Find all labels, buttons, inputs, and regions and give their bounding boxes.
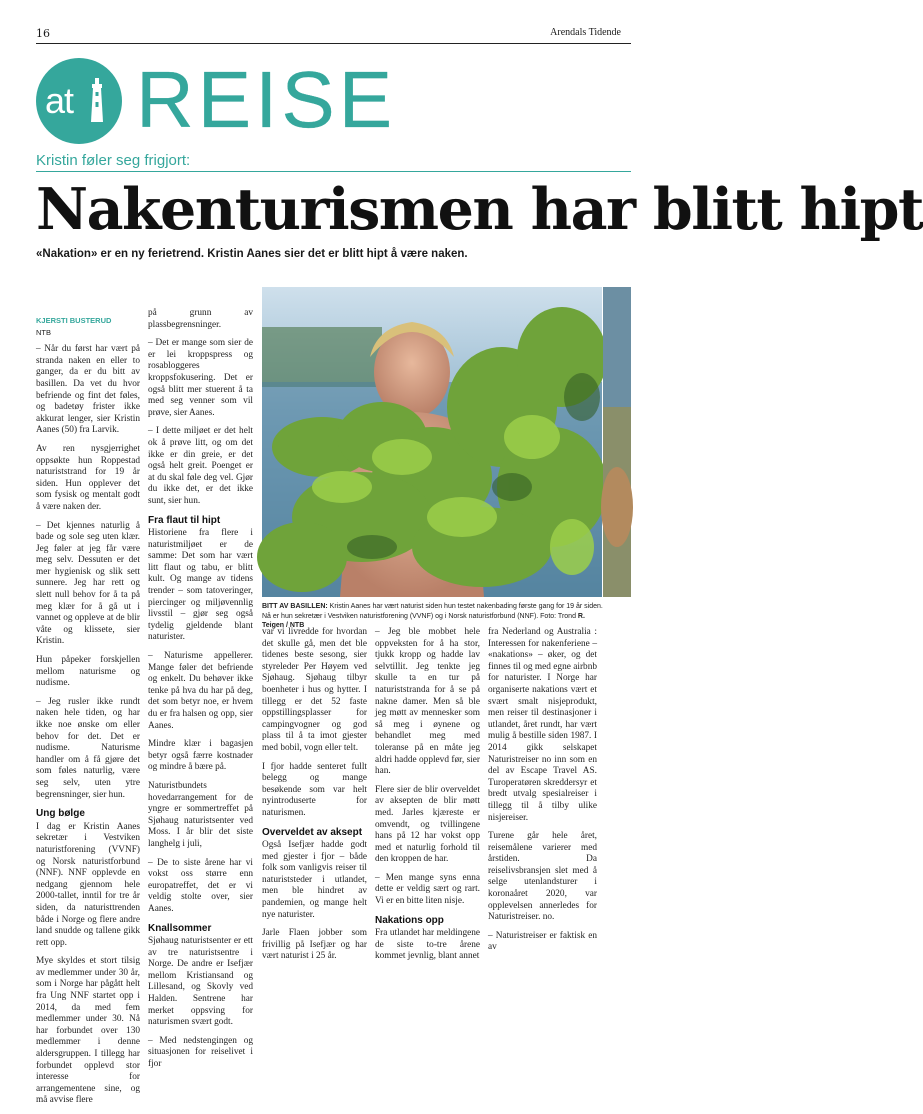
paragraph: Flere sier de blir overveldet av aksepten de blir møtt med. Jarles kjæreste er omvendt, og tvillingene hans på 12 har vokst opp med et naturlig forhold til den kroppen de har.	[375, 784, 480, 865]
subheading: Fra flaut til hipt	[148, 514, 221, 526]
article-column-1	[36, 315, 140, 1114]
paragraph: – Naturistreiser er faktisk en av	[488, 930, 597, 953]
newspaper-logo	[36, 58, 122, 144]
subheading: Knallsommer	[148, 922, 212, 934]
article-column-4	[375, 627, 480, 970]
paragraph: Også Isefjær hadde godt med gjester i fjor – både folk som vanligvis reiser til naturiststeder i utlandet, men ble hindret av pandemien, og mange helt nye naturister.	[262, 840, 367, 920]
lead-paragraph: «Nakation» er en ny ferietrend. Kristin Aanes sier det er blitt hipt å være naken.	[36, 248, 468, 260]
paragraph: – Jeg ble mobbet hele oppveksten for å ha stor, tjukk kropp og hadde lav selvtillit. Jeg tenkte jeg skulle ta en tur på naturiststranda for å se på nakne damer. Men så ble jeg møtt av mennesker som så meg i øynene og behandlet meg med toleranse på en måte jeg aldri hadde opplevd før, sier han.	[375, 627, 480, 777]
paragraph: – I dette miljøet er det helt ok å prøve litt, og om det ikke er din greie, er det også helt greit. Poenget er at du skal føle deg vel. Gjør du ikke det, er det ikke sunt, sier hun.	[148, 426, 253, 506]
subheading: Nakations opp	[375, 914, 444, 926]
caption-text: Kristin Aanes har vært naturist siden hun testet nakenbading første gang for 19 år siden. Nå er hun sekretær i Vestviken naturistforening (VVNF) og i Norsk naturistforbund (NNF). Foto: Trond	[262, 603, 603, 620]
byline-name: KJERSTI BUSTERUD	[36, 316, 112, 325]
paragraph: Naturistbundets hovedarrangement for de yngre er sommertreffet på Sjøhaug naturistsenter ved Moss. I år blir det siste langhelg i juli,	[148, 780, 253, 849]
second-photo-edge	[603, 287, 631, 597]
paragraph: – Når du først har vært på stranda naken en eller to ganger, da er du bitt av basillen. Da vet du hvor befriende og fint det føles, og badetøy frister ikke akkurat lenger, sier Kristin Aanes (50) fra Larvik.	[36, 344, 140, 436]
paragraph: I fjor hadde senteret fullt belegg og mange besøkende som var helt nyintroduserte for naturismen.	[262, 761, 367, 818]
paragraph: – Med nedstengingen og situasjonen for reiselivet i fjor	[148, 1035, 253, 1070]
header-rule	[36, 43, 631, 44]
paragraph: Fra utlandet har meldingene de siste to-tre årene kommet jevnlig, blant annet	[375, 928, 480, 962]
headline: Nakenturismen har blitt hipt	[36, 176, 923, 243]
paragraph: Jarle Flaen jobber som frivillig på Isefjær og har vært naturist i 25 år.	[262, 928, 367, 962]
subheading: Ung bølge	[36, 808, 85, 820]
paragraph: – Det er mange som sier de er lei kroppspress og rosabloggeres kroppsfokusering. Det er også blitt mer stuerent å ta med seg venner som vil prøve, sier Aanes.	[148, 338, 253, 418]
paragraph: Mye skyldes et stort tilsig av medlemmer under 30 år, som i Norge har pågått helt fra Ung NNF startet opp i 2014, da med fem medlemmer under 30. Nå har forbundet over 130 medlemmer i denne aldersgruppen. I tillegg har forbundet opplevd stor interesse for arrangementene sine, og må avvise flere	[36, 956, 140, 1106]
subheading: Overveldet av aksept	[262, 826, 363, 838]
paragraph: – De to siste årene har vi vokst oss større enn europatreffet, det er vi veldig stolte over, sier Aanes.	[148, 857, 253, 914]
paragraph: Historiene fra flere i naturistmiljøet er de samme: Det som har vært litt flaut og tabu, er blitt kult. Og mange av tidens trender – som tatoveringer, piercinger og miljøvennlig livsstil – gjør seg også tydelig gjeldende blant naturister.	[148, 528, 253, 643]
paragraph: Mindre klær i bagasjen betyr også færre kostnader og mindre å bære på.	[148, 739, 253, 773]
paragraph: I dag er Kristin Aanes sekretær i Vestviken naturistforening (VVNF) og Norsk naturistforbund (NNF). NNF opplevde en nedgang gjennom hele 2000-tallet, inntil for tre år siden, da naturisttrenden både i Norge og flere andre land snudde og tallene gikk rett opp.	[36, 821, 140, 948]
article-column-3	[262, 627, 367, 970]
logo-text: at	[45, 80, 74, 121]
article-column-5	[488, 627, 597, 961]
paragraph: – Det kjennes naturlig å bade og sole seg uten klær. Jeg føler at jeg får være meg selv. Dessuten er det mer hygienisk og slik sett sunnere. Jeg har rett og slett null behov for å ta på meg klær for å gå ut i vannet og oppleve at de blir våte og klissete, sier Kristin.	[36, 520, 140, 647]
caption-credit: R. Teigen / NTB	[262, 612, 585, 629]
page-number: 16	[36, 27, 50, 40]
byline-source: NTB	[36, 327, 51, 337]
lighthouse-icon	[87, 76, 107, 124]
paragraph: – Men mange syns enna dette er veldig sært og rart. Vi er en bitte liten nisje.	[375, 872, 480, 907]
paragraph: Av ren nysgjerrighet oppsøkte hun Roppestad naturiststrand for 19 år siden. Hun opplever det som fysisk og mentalt godt å være naken der.	[36, 443, 140, 512]
paragraph: var vi livredde for hvordan det skulle gå, men det ble tidenes beste sesong, sier styreleder Per Høyem ved Sjøhaug. Sjøhaug tilbyr boenheter i hus og hytter. I tillegg er det 52 faste oppstillingsplasser for campingvogner og god plass til å ta imot gjester med bobil, vogn eller telt.	[262, 627, 367, 753]
kicker: Kristin føler seg frigjort:	[36, 152, 191, 169]
paragraph: – Jeg rusler ikke rundt naken hele tiden, og har ikke noe ønske om eller behov for det. Det er nudisme. Naturisme handler om å få gjøre det som føles naturlig, være seg selv, uten ytre begrensninger, sier hun.	[36, 696, 140, 800]
paragraph: Sjøhaug naturistsenter er ett av tre naturistsentre i Norge. De andre er Isefjær mellom Kristiansand og Lillesand, og Skovly ved Halden. Sentrene har merket oppsving for naturismen svært godt.	[148, 936, 253, 1028]
section-title: REISE	[136, 55, 397, 144]
paragraph: – Naturisme appellerer. Mange føler det befriende og enkelt. Du behøver ikke tenke på hva du har på deg, det som betyr noe, er hvem du er fra halsen og opp, sier Aanes.	[148, 651, 253, 731]
article-column-2	[148, 308, 253, 1078]
headline-rule	[36, 171, 631, 172]
paragraph: Turene går hele året, reisemålene varierer med årstiden. Da reiselivsbransjen slet med å selge utenlandsturer i koronaåret 2020, var opplevelsen annerledes for Naturistreiser. no.	[488, 831, 597, 923]
paragraph: fra Nederland og Australia : Interessen for nakenferiene – «nakations» – øker, og det finnes til og med egne airbnb for naturister. I Norge har organiserte nakations vært et svært smalt nisjeprodukt, men reiser til destinasjoner i utlandet, året rundt, har vært mulig å bestille siden 1987. I 2014 gikk selskapet Naturistreiser no inn som en del av Escape Travel AS. Turoperatøren skreddersyr et bredt utvalg spesialreiser i tillegg til å tilby ulike nisjereiser.	[488, 627, 597, 823]
article-photo	[262, 287, 602, 597]
paragraph: på grunn av plassbegrensninger.	[148, 308, 253, 330]
paragraph: Hun påpeker forskjellen mellom naturisme og nudisme.	[36, 655, 140, 689]
photo-edge-illustration	[603, 287, 631, 597]
newspaper-name: Arendals Tidende	[550, 27, 621, 38]
photo-illustration	[262, 287, 602, 597]
caption-label: BITT AV BASILLEN:	[262, 603, 328, 610]
